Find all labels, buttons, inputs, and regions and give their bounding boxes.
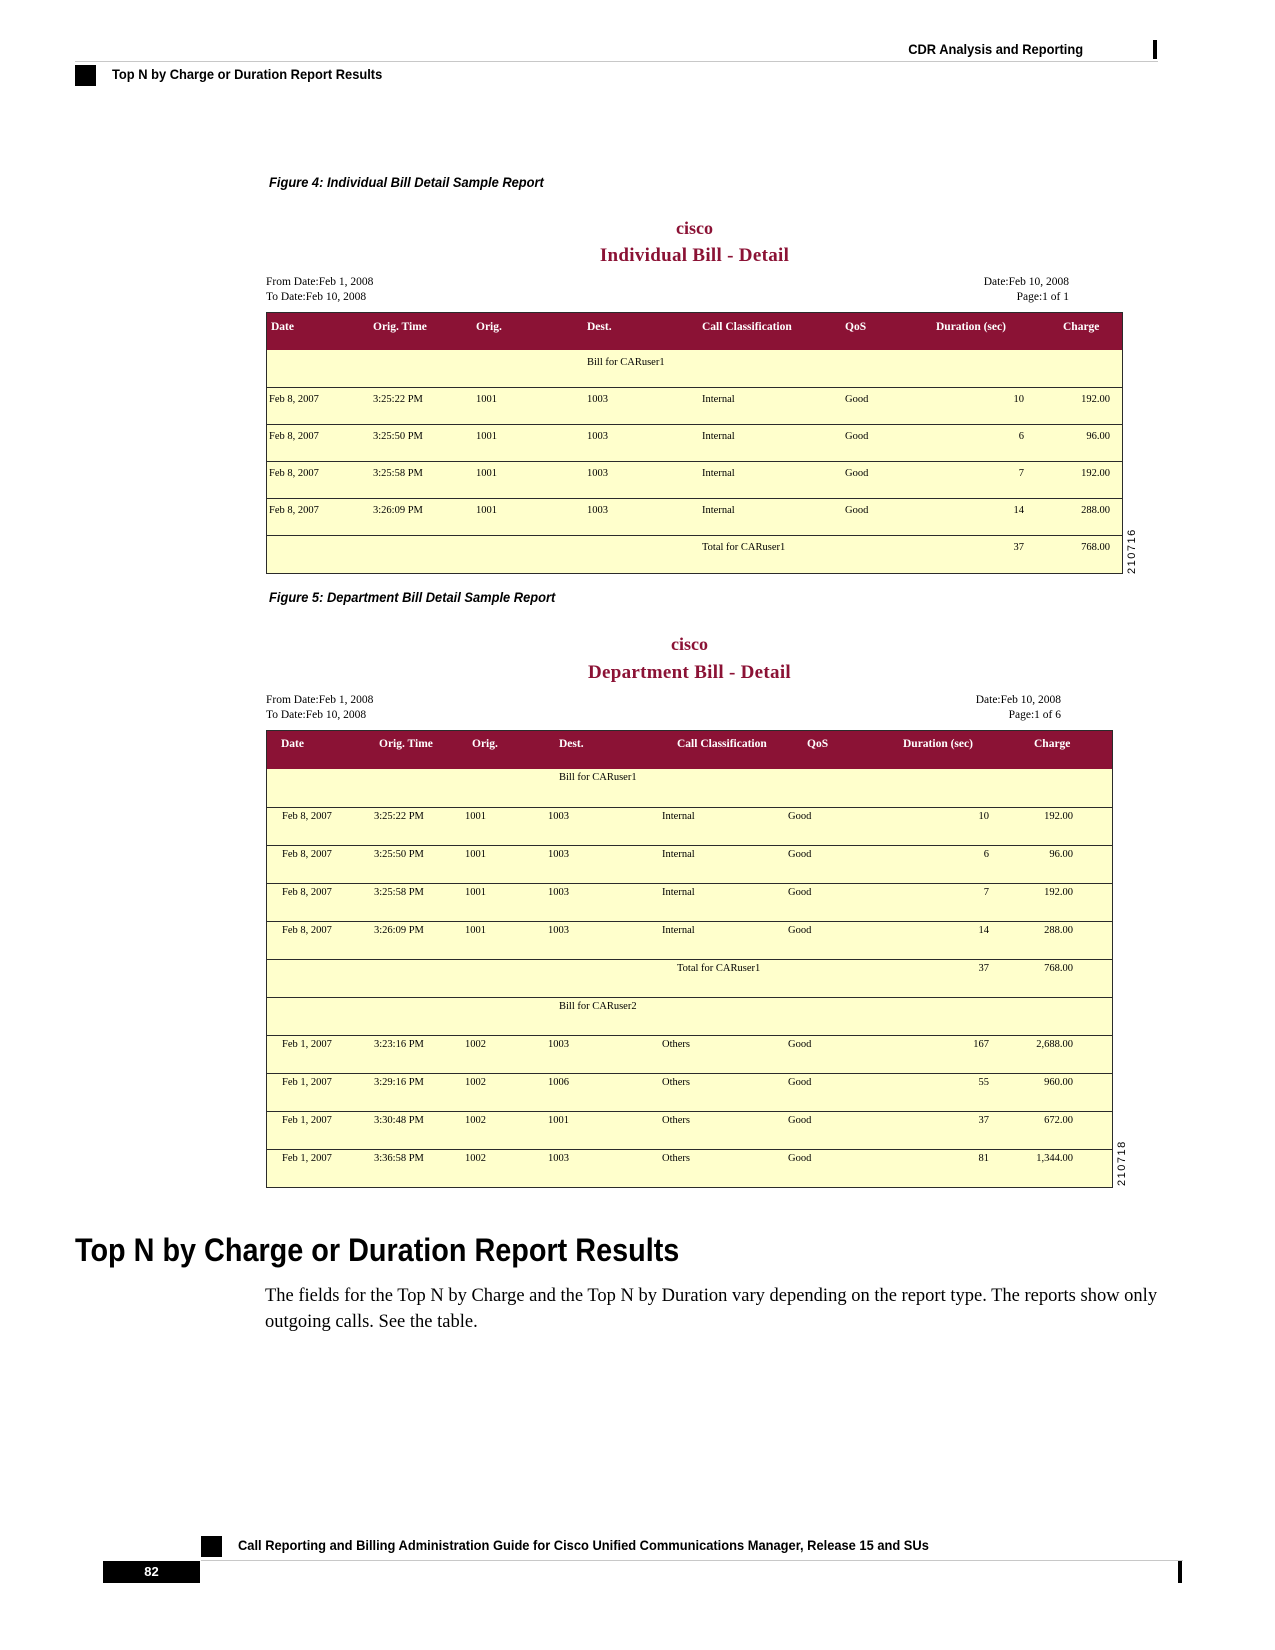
cell-dest: 1006 (548, 1077, 569, 1088)
cell-call-class: Others (662, 1039, 690, 1050)
cell-dest: 1003 (548, 1039, 569, 1050)
cell-dest: 1003 (548, 887, 569, 898)
col-dest: Dest. (587, 321, 612, 333)
cell-charge: 288.00 (1081, 505, 1110, 516)
cell-date: Feb 8, 2007 (269, 431, 319, 442)
cell-call-class: Internal (662, 849, 695, 860)
bill-detail-table (266, 312, 1123, 574)
total-duration: 37 (978, 963, 989, 974)
report-date-range (266, 275, 373, 305)
report-brand: cisco (676, 218, 713, 238)
col-orig-time: Orig. Time (379, 738, 433, 750)
cell-call-class: Internal (702, 431, 735, 442)
col-dest: Dest. (559, 738, 584, 750)
bill-for-label: Bill for CARuser1 (559, 772, 637, 783)
cell-qos: Good (845, 505, 869, 516)
cell-date: Feb 8, 2007 (269, 468, 319, 479)
col-call-class: Call Classification (702, 321, 792, 333)
cell-date: Feb 1, 2007 (282, 1039, 332, 1050)
col-orig: Orig. (472, 738, 498, 750)
running-header-chapter: CDR Analysis and Reporting (908, 41, 1083, 57)
table-row (267, 461, 1122, 498)
cell-date: Feb 1, 2007 (282, 1077, 332, 1088)
figure-4-report (266, 212, 1138, 574)
cell-charge: 2,688.00 (1036, 1039, 1073, 1050)
col-call-class: Call Classification (677, 738, 767, 750)
total-label: Total for CARuser1 (702, 542, 786, 553)
cell-dest: 1001 (548, 1115, 569, 1126)
table-row (267, 807, 1112, 845)
table-row (267, 1073, 1112, 1111)
cell-qos: Good (845, 468, 869, 479)
col-qos: QoS (845, 321, 867, 333)
cell-dest: 1003 (548, 1153, 569, 1164)
report-page: Page:1 of 1 (1016, 291, 1069, 303)
col-orig-time: Orig. Time (373, 321, 427, 333)
cell-duration: 10 (1013, 394, 1024, 405)
cell-orig-time: 3:25:50 PM (374, 849, 424, 860)
cell-call-class: Internal (702, 468, 735, 479)
bill-for-label: Bill for CARuser1 (587, 357, 665, 368)
footer-bar (1178, 1561, 1182, 1583)
cell-duration: 7 (983, 887, 989, 898)
cell-qos: Good (788, 1115, 812, 1126)
cell-orig-time: 3:23:16 PM (374, 1039, 424, 1050)
cell-dest: 1003 (548, 925, 569, 936)
bill-for-label: Bill for CARuser2 (559, 1001, 637, 1012)
total-duration: 37 (1013, 542, 1024, 553)
cell-charge: 192.00 (1044, 811, 1073, 822)
cell-orig-time: 3:30:48 PM (374, 1115, 424, 1126)
cell-charge: 192.00 (1044, 887, 1073, 898)
col-charge: Charge (1034, 738, 1071, 750)
col-duration: Duration (sec) (903, 738, 973, 750)
cell-date: Feb 8, 2007 (282, 887, 332, 898)
cell-charge: 960.00 (1044, 1077, 1073, 1088)
col-orig: Orig. (476, 321, 502, 333)
figure-id: 210718 (1116, 1140, 1128, 1186)
cell-date: Feb 1, 2007 (282, 1115, 332, 1126)
table-row (267, 1149, 1112, 1187)
cell-duration: 10 (978, 811, 989, 822)
cell-date: Feb 8, 2007 (282, 849, 332, 860)
page-number: 82 (103, 1561, 200, 1583)
cell-qos: Good (788, 811, 812, 822)
cell-orig-time: 3:25:58 PM (374, 887, 424, 898)
report-date-page (984, 275, 1069, 305)
cell-orig: 1002 (465, 1115, 486, 1126)
cell-orig-time: 3:25:58 PM (373, 468, 423, 479)
header-rule (75, 61, 1158, 62)
cell-duration: 7 (1018, 468, 1024, 479)
figure-id: 210716 (1126, 528, 1138, 574)
total-label: Total for CARuser1 (677, 963, 761, 974)
figure-4-caption: Figure 4: Individual Bill Detail Sample Report (269, 174, 544, 190)
total-row (267, 535, 1122, 574)
table-header (267, 731, 1112, 769)
cell-orig: 1001 (465, 887, 486, 898)
cell-dest: 1003 (587, 468, 608, 479)
report-date: Date:Feb 10, 2008 (975, 694, 1061, 706)
section-title: Top N by Charge or Duration Report Results (75, 1232, 680, 1268)
from-date: From Date:Feb 1, 2008 (266, 276, 374, 288)
cell-qos: Good (845, 394, 869, 405)
table-row (267, 883, 1112, 921)
header-marker (75, 65, 96, 86)
cell-qos: Good (845, 431, 869, 442)
cell-orig: 1001 (476, 505, 497, 516)
cell-orig: 1001 (476, 468, 497, 479)
cell-duration: 167 (973, 1039, 989, 1050)
cell-orig-time: 3:36:58 PM (374, 1153, 424, 1164)
cell-orig-time: 3:25:22 PM (374, 811, 424, 822)
col-qos: QoS (807, 738, 829, 750)
cell-orig-time: 3:29:16 PM (374, 1077, 424, 1088)
cell-call-class: Internal (702, 394, 735, 405)
cell-dest: 1003 (587, 394, 608, 405)
cell-qos: Good (788, 1077, 812, 1088)
cell-orig: 1002 (465, 1077, 486, 1088)
bill-detail-table (266, 730, 1113, 1188)
cell-date: Feb 8, 2007 (282, 811, 332, 822)
cell-duration: 37 (978, 1115, 989, 1126)
report-title: Individual Bill - Detail (599, 245, 790, 266)
cell-orig: 1001 (476, 394, 497, 405)
cell-qos: Good (788, 887, 812, 898)
report-page: Page:1 of 6 (1008, 709, 1061, 721)
cell-qos: Good (788, 849, 812, 860)
cell-dest: 1003 (587, 431, 608, 442)
cell-duration: 81 (978, 1153, 989, 1164)
cell-date: Feb 8, 2007 (269, 505, 319, 516)
cell-qos: Good (788, 1039, 812, 1050)
table-row (267, 1111, 1112, 1149)
cell-call-class: Internal (702, 505, 735, 516)
cell-orig-time: 3:26:09 PM (374, 925, 424, 936)
cell-qos: Good (788, 925, 812, 936)
cell-date: Feb 1, 2007 (282, 1153, 332, 1164)
cell-orig: 1001 (465, 849, 486, 860)
cell-qos: Good (788, 1153, 812, 1164)
cell-call-class: Internal (662, 925, 695, 936)
report-date: Date:Feb 10, 2008 (983, 276, 1069, 288)
cell-orig: 1001 (476, 431, 497, 442)
table-row (267, 498, 1122, 535)
table-row (267, 1035, 1112, 1073)
cell-call-class: Others (662, 1077, 690, 1088)
footer-title: Call Reporting and Billing Administration Guide for Cisco Unified Communications Manager, Release 15 and SUs (238, 1537, 929, 1553)
cell-dest: 1003 (587, 505, 608, 516)
running-header-section: Top N by Charge or Duration Report Results (112, 66, 383, 82)
cell-orig-time: 3:25:50 PM (373, 431, 423, 442)
report-date-page (976, 693, 1061, 723)
cell-charge: 96.00 (1049, 849, 1073, 860)
cell-duration: 6 (983, 849, 989, 860)
figure-5-caption: Figure 5: Department Bill Detail Sample Report (269, 589, 556, 605)
cell-charge: 672.00 (1044, 1115, 1073, 1126)
cell-orig-time: 3:25:22 PM (373, 394, 423, 405)
total-row (267, 959, 1112, 997)
cell-charge: 288.00 (1044, 925, 1073, 936)
col-duration: Duration (sec) (936, 321, 1006, 333)
cell-orig: 1001 (465, 925, 486, 936)
to-date: To Date:Feb 10, 2008 (266, 709, 367, 721)
cell-dest: 1003 (548, 849, 569, 860)
cell-date: Feb 8, 2007 (269, 394, 319, 405)
total-charge: 768.00 (1044, 963, 1073, 974)
bill-for-row-2 (267, 997, 1112, 1035)
table-header (267, 313, 1122, 350)
report-date-range (266, 693, 373, 723)
section-body: The fields for the Top N by Charge and the Top N by Duration vary depending on the report type. The reports show only outgoing calls. See the table. (265, 1286, 1158, 1332)
cell-call-class: Others (662, 1153, 690, 1164)
from-date: From Date:Feb 1, 2008 (266, 694, 374, 706)
cell-duration: 6 (1018, 431, 1024, 442)
cell-duration: 14 (978, 925, 989, 936)
cell-charge: 192.00 (1081, 468, 1110, 479)
bill-for-row (267, 350, 1122, 387)
table-row (267, 387, 1122, 424)
cell-duration: 14 (1013, 505, 1024, 516)
cell-orig: 1002 (465, 1039, 486, 1050)
table-row (267, 424, 1122, 461)
total-charge: 768.00 (1081, 542, 1110, 553)
cell-orig: 1001 (465, 811, 486, 822)
cell-duration: 55 (978, 1077, 989, 1088)
col-charge: Charge (1063, 321, 1100, 333)
cell-call-class: Internal (662, 811, 695, 822)
col-date: Date (271, 321, 294, 333)
cell-charge: 96.00 (1086, 431, 1110, 442)
header-bar (1153, 40, 1157, 59)
table-row (267, 845, 1112, 883)
cell-date: Feb 8, 2007 (282, 925, 332, 936)
cell-call-class: Internal (662, 887, 695, 898)
to-date: To Date:Feb 10, 2008 (266, 291, 367, 303)
footer-rule (201, 1560, 1183, 1561)
report-title: Department Bill - Detail (588, 662, 791, 683)
col-date: Date (281, 738, 304, 750)
report-brand: cisco (671, 634, 708, 654)
cell-call-class: Others (662, 1115, 690, 1126)
cell-orig: 1002 (465, 1153, 486, 1164)
bill-for-row-1 (267, 769, 1112, 807)
cell-charge: 1,344.00 (1036, 1153, 1073, 1164)
table-row (267, 921, 1112, 959)
footer-marker (201, 1536, 222, 1557)
cell-dest: 1003 (548, 811, 569, 822)
cell-orig-time: 3:26:09 PM (373, 505, 423, 516)
figure-5-report (266, 628, 1128, 1188)
cell-charge: 192.00 (1081, 394, 1110, 405)
